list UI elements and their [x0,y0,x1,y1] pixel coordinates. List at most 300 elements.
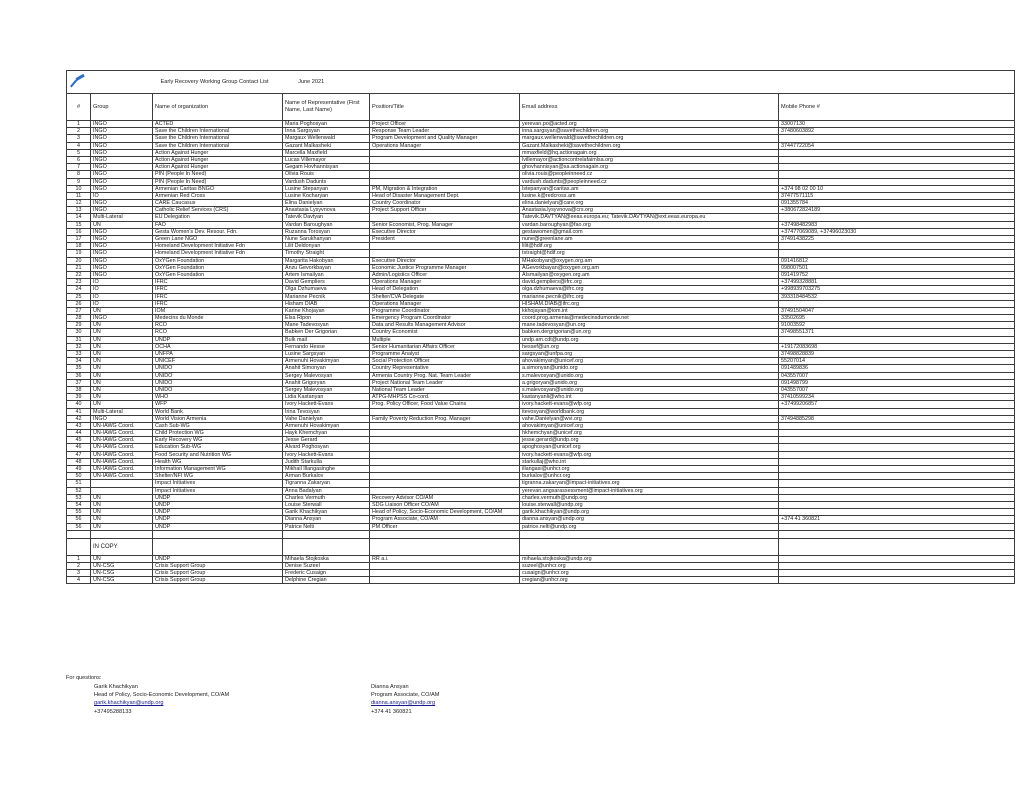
cell-email[interactable]: cusaign@unhcr.org [520,570,779,577]
contact-email-link[interactable]: garik.khachikyan@undp.org [94,700,164,707]
cell-position [370,562,520,569]
cell-position: National Team Leader [370,386,520,393]
cell-position: Head of Policy, Socio-Economic Development, CO/AM [370,509,520,516]
table-row [67,236,1015,243]
cell-group: UN [91,386,153,393]
cell-email[interactable]: Gazant.Malkasheki@savethechildren.org [520,142,779,149]
contact-table [66,70,1015,584]
cell-representative: Marcella Maxfield [283,149,370,156]
cell-position: Project Support Officer [370,207,520,214]
cell-position: Country Coordinator [370,200,520,207]
table-row [67,458,1015,465]
cell-representative: Timothy Straight [283,250,370,257]
cell-row-number: 46 [67,444,91,451]
cell-position: Social Protection Officer [370,358,520,365]
cell-row-number: 8 [67,171,91,178]
table-row [67,473,1015,480]
table-row [67,178,1015,185]
cell-email[interactable]: cregian@unhcr.org [520,577,779,584]
cell-email[interactable]: MHakobyan@oxygen.org.am [520,257,779,264]
cell-phone [779,243,1015,250]
cell-organization: Child Protection WG [153,430,283,437]
cell-group: IO [91,279,153,286]
cell-organization: Save the Children International [153,135,283,142]
cell-row-number: 24 [67,286,91,293]
cell-group: INGO [91,415,153,422]
cell-row-number: 56 [67,516,91,523]
cell-phone: 37494885298 [779,415,1015,422]
cell-email[interactable]: lilit@hdif.org [520,243,779,250]
table-row [67,379,1015,386]
cell-organization: OCHA [153,343,283,350]
cell-representative: Margarita Hakobyan [283,257,370,264]
cell-row-number: 18 [67,243,91,250]
cell-row-number: 33 [67,351,91,358]
cell-email[interactable]: vahe.Danielyan@wvi.org [520,415,779,422]
incopy-table-row [67,577,1015,584]
cell-email[interactable]: itevosyan@worldbank.org [520,408,779,415]
cell-email[interactable]: tstraight@hdif.org [520,250,779,257]
cell-representative: Louise Sterwall [283,501,370,508]
cell-group: UN [91,379,153,386]
cell-email[interactable]: olivia.rouis@peopleinneed.cz [520,171,779,178]
cell-email[interactable]: babken.dergrigorian@un.org [520,329,779,336]
cell-phone: 37498828839 [779,351,1015,358]
cell-row-number: 40 [67,401,91,408]
cell-organization: WHO [153,394,283,401]
cell-phone [779,458,1015,465]
cell-phone [779,562,1015,569]
table-row [67,415,1015,422]
table-row [67,430,1015,437]
cell-email[interactable]: vardush.dadunts@peopleinneed.cz [520,178,779,185]
cell-row-number: 29 [67,322,91,329]
cell-group: Multi-Lateral [91,214,153,221]
cell-organization: Cash Sub-WG [153,422,283,429]
cell-organization: Action Against Hunger [153,156,283,163]
logo-cell [67,71,91,94]
cell-group: INGO [91,185,153,192]
table-row [67,228,1015,235]
cell-row-number: 27 [67,307,91,314]
header-cell: # [67,94,91,121]
cell-representative: Irina Tevosyan [283,408,370,415]
table-row [67,264,1015,271]
footer-heading: For questions: [66,675,102,681]
cell-group: INGO [91,315,153,322]
cell-group: INGO [91,264,153,271]
contact-phone: +37495288133 [94,708,132,715]
cell-group: UN [91,494,153,501]
cell-position: Executive Director [370,257,520,264]
table-row [67,250,1015,257]
cell-group: UN [91,555,153,562]
cell-row-number: 6 [67,156,91,163]
cell-organization: UNDP [153,523,283,530]
cell-organization: RCO [153,322,283,329]
cell-representative: Armenuhi Hovakimyan [283,422,370,429]
cell-organization: Early Recovery WG [153,437,283,444]
cell-email[interactable]: ivory.hackett-evans@wfp.org [520,401,779,408]
cell-position: ATPG-MHPSS Co-cord. [370,394,520,401]
cell-email[interactable]: lusine.k@redcross.am [520,192,779,199]
table-row [67,494,1015,501]
cell-group: UN [91,329,153,336]
cell-phone: +998939703275 [779,286,1015,293]
cell-row-number: 4 [67,142,91,149]
cell-representative: Charles Vermuth [283,494,370,501]
cell-email[interactable]: elina.danielyan@care.org [520,200,779,207]
table-row [67,315,1015,322]
cell-phone [779,214,1015,221]
cell-representative: Ivory Hackett-Evans [283,451,370,458]
cell-row-number: 42 [67,415,91,422]
cell-email[interactable]: a.simonyan@unido.org [520,365,779,372]
cell-group: INGO [91,171,153,178]
header-cell: Name of organization [153,94,283,121]
cell-organization: ACTED [153,121,283,128]
cell-email[interactable]: starkullaj@who.int [520,458,779,465]
cell-group: UN-CSG [91,562,153,569]
footer-contact-b [371,683,439,716]
cell-group: IO [91,192,153,199]
table-row [67,307,1015,314]
cell-representative: Karine Khojayan [283,307,370,314]
cell-phone [779,466,1015,473]
cell-phone: 091416812 [779,257,1015,264]
cell-email[interactable]: AIsmailyan@oxygen.org.am [520,271,779,278]
cell-position [370,214,520,221]
cell-representative: Elina Danielyan [283,200,370,207]
cell-row-number: 9 [67,178,91,185]
cell-position: Programme Analyst [370,351,520,358]
cell-organization: UNIDO [153,386,283,393]
cell-organization: EU Delegation [153,214,283,221]
table-row [67,200,1015,207]
cell-email[interactable]: ivory.hackett-evans@wfp.org [520,451,779,458]
cell-representative: Lidia Kastanyan [283,394,370,401]
cell-representative: Alvard Poghosyan [283,444,370,451]
incopy-table-row [67,555,1015,562]
cell-phone [779,501,1015,508]
cell-row-number: 15 [67,221,91,228]
cell-organization: UNFPA [153,351,283,358]
cell-representative: Vardush Dadunts [283,178,370,185]
cell-phone: 091419752 [779,271,1015,278]
cell-phone: 33502695 [779,315,1015,322]
table-row [67,221,1015,228]
cell-email[interactable]: lvillemayor@actioncontrelafaimlsa.org [520,156,779,163]
cell-phone: +374 98 02 00 10 [779,185,1015,192]
cell-phone [779,408,1015,415]
cell-email[interactable]: tigranna.zakaryan@impact-initiatives.org [520,480,779,487]
cell-email[interactable]: ghovhannisyan@sa.actionagain.org [520,164,779,171]
table-row [67,121,1015,128]
cell-organization: Gesta Women's Dev. Resour. Fdn. [153,228,283,235]
cell-row-number: 20 [67,257,91,264]
cell-phone: 33007130 [779,121,1015,128]
cell-email[interactable]: ahovakimyan@unicef.org [520,358,779,365]
cell-row-number: 23 [67,279,91,286]
cell-email[interactable]: charles.vermuth@undp.org [520,494,779,501]
cell-group: UN [91,307,153,314]
cell-email[interactable]: jesse.gerard@undp.org [520,437,779,444]
table-row [67,279,1015,286]
cell-organization: UNDP [153,555,283,562]
cell-representative: Mikhail Illangasinghe [283,466,370,473]
cell-email[interactable]: kastanyanli@who.int [520,394,779,401]
cell-position: Economic Justice Programme Manager [370,264,520,271]
table-row [67,192,1015,199]
cell-representative: Vahe Danielyan [283,415,370,422]
cell-row-number: 48 [67,458,91,465]
table-row [67,422,1015,429]
cell-email[interactable]: burkalov@unhcr.org [520,473,779,480]
cell-group: UN [91,523,153,530]
cell-email[interactable]: kkhojayan@iom.int [520,307,779,314]
table-row [67,487,1015,494]
cell-organization: UNDP [153,336,283,343]
cell-email[interactable]: ahovakimyan@unicef.org [520,422,779,429]
cell-phone: 37447722054 [779,142,1015,149]
contact-email-link[interactable]: dianna.ansyan@undp.org [371,700,436,707]
cell-row-number: 31 [67,336,91,343]
cell-position: Operations Manager [370,300,520,307]
cell-row-number: 22 [67,271,91,278]
cell-organization: Health WG [153,458,283,465]
cell-organization: IFRC [153,279,283,286]
cell-position: Executive Director [370,228,520,235]
cell-group: INGO [91,250,153,257]
cell-position: Program Associate, CO/AM [370,516,520,523]
cell-email[interactable]: olga.dzhumaeva@ifrc.org [520,286,779,293]
cell-email[interactable]: HISHAM.DIAB@ifrc.org [520,300,779,307]
cell-row-number: 52 [67,487,91,494]
cell-email[interactable]: apoghosyan@unicef.org [520,444,779,451]
cell-email[interactable]: vardan.baroughyan@fao.org [520,221,779,228]
cell-row-number: 2 [67,128,91,135]
cell-organization: IOM [153,307,283,314]
table-row [67,271,1015,278]
cell-email[interactable]: s.malevosyan@unido.org [520,372,779,379]
cell-representative: Bulk mail [283,336,370,343]
cell-email[interactable]: coord.prog.armenia@medecinsdumonde.net [520,315,779,322]
cell-group: INGO [91,121,153,128]
cell-representative: Ruzanna Torosyan [283,228,370,235]
cell-email[interactable]: AGevorkbayan@oxygen.org.am [520,264,779,271]
cell-group: Multi-Lateral [91,408,153,415]
header-row [67,94,1015,121]
cell-email[interactable]: mihaela.stojkoska@undp.org [520,555,779,562]
cell-representative: Nune Sarukhanyan [283,236,370,243]
cell-representative: Armenuhi Hovakimyan [283,358,370,365]
cell-email[interactable]: dianna.ansyan@undp.org [520,516,779,523]
cell-position: SDG Liaison Officer CO/AM [370,501,520,508]
cell-organization: UNDP [153,494,283,501]
cell-phone: 043557007 [779,372,1015,379]
cell-email[interactable]: patrice.nelti@undp.org [520,523,779,530]
cell-email[interactable]: a.grigoryan@unido.org [520,379,779,386]
cell-group: UN-IAWG Coord. [91,422,153,429]
cell-group: INGO [91,142,153,149]
table-row [67,501,1015,508]
cell-position [370,171,520,178]
cell-representative: Anna Badalyan [283,487,370,494]
cell-phone: +374 41 360821 [779,516,1015,523]
table-row [67,401,1015,408]
cell-representative: Fernando Hesse [283,343,370,350]
cell-position [370,480,520,487]
cell-phone: 91003592 [779,322,1015,329]
cell-email[interactable]: mmaxfield@hq.actionagain.org [520,149,779,156]
cell-email[interactable]: hkhemchyan@unicef.org [520,430,779,437]
table-row [67,329,1015,336]
cell-organization: Education Sub-WG [153,444,283,451]
cell-email[interactable]: yerevan.po@acted.org [520,121,779,128]
cell-email[interactable]: lstepanyan@caritas.am [520,185,779,192]
cell-email[interactable]: Anastasia.lysyvnova@crs.org [520,207,779,214]
cell-organization: Shelter/NFI WG [153,473,283,480]
cell-phone [779,164,1015,171]
cell-email[interactable]: garik.khachikyan@undp.org [520,509,779,516]
cell-organization: Armenian Red Cross [153,192,283,199]
cell-group: INGO [91,228,153,235]
cell-organization: Green Lane NGO [153,236,283,243]
cell-email[interactable]: hessef@un.org [520,343,779,350]
cell-representative: Tatevik Davtyan [283,214,370,221]
cell-group: INGO [91,271,153,278]
cell-phone [779,300,1015,307]
cell-organization: CARE Caucasus [153,200,283,207]
cell-email[interactable]: inna.sargsyan@savethechildren.org [520,128,779,135]
cell-email[interactable]: yerevan.angsarassessment@impact-initiatives.org [520,487,779,494]
cell-email[interactable]: suzeel@unhcr.org [520,562,779,569]
cell-position: Admin/Logistics Officer [370,271,520,278]
cell-phone: 098007501 [779,264,1015,271]
cell-representative: Artem Ismailyan [283,271,370,278]
cell-group: IO [91,293,153,300]
cell-email[interactable]: s.malevosyan@unido.org [520,386,779,393]
cell-email[interactable]: illangasi@unhcr.org [520,466,779,473]
cell-position: Emergency Program Coordinator [370,315,520,322]
cell-representative: Denise Suzeel [283,562,370,569]
cell-organization: Armenian Caritas BNGO [153,185,283,192]
cell-group: INGO [91,207,153,214]
cell-row-number: 16 [67,228,91,235]
incopy-label: IN COPY [91,538,153,555]
cell-position: Programme Coordinator [370,307,520,314]
cell-email[interactable]: Tatevik.DAVTYAN@eeas.europa.eu; Tatevik.DAVTYAN@ext.eeas.europa.eu [520,214,779,221]
cell-position [370,466,520,473]
cell-representative: Sergey Malevosyan [283,372,370,379]
cell-email[interactable]: mane.tadevosyan@un.org [520,322,779,329]
cell-row-number: 10 [67,185,91,192]
cell-phone: 37477571115 [779,192,1015,199]
header-cell: Group [91,94,153,121]
cell-row-number: 39 [67,394,91,401]
cell-organization: Save the Children International [153,142,283,149]
cell-group: UN [91,358,153,365]
table-row [67,149,1015,156]
cell-position [370,422,520,429]
incopy-table-row [67,570,1015,577]
cell-position: Country Economist [370,329,520,336]
cell-phone [779,487,1015,494]
cell-organization: IFRC [153,293,283,300]
cell-email[interactable]: marianne.pecnik@ifrc.org [520,293,779,300]
cell-position: Data and Results Management Advisor [370,322,520,329]
cell-position: Project National Team Leader [370,379,520,386]
cell-row-number: 1 [67,121,91,128]
cell-phone: +380672824189 [779,207,1015,214]
cell-representative: Jesse Gerard [283,437,370,444]
table-row [67,480,1015,487]
cell-phone [779,555,1015,562]
cell-row-number: 21 [67,264,91,271]
cell-row-number: 17 [67,236,91,243]
table-row [67,444,1015,451]
table-row [67,207,1015,214]
cell-email[interactable]: louise.sterwall@undp.org [520,501,779,508]
cell-group: UN-IAWG Coord. [91,473,153,480]
cell-email[interactable]: undp.am.cdt@undp.org [520,336,779,343]
cell-row-number: 53 [67,494,91,501]
cell-organization: Food Security and Nutrition WG [153,451,283,458]
cell-phone [779,473,1015,480]
cell-position [370,408,520,415]
cell-representative: Inna Sargsyan [283,128,370,135]
cell-email[interactable]: gestawomen@gmail.com [520,228,779,235]
cell-organization: Homeland Development Initiative Fdn [153,250,283,257]
cell-representative: Dianna Ansyan [283,516,370,523]
table-row [67,466,1015,473]
header-cell: Name of Representative (First Name, Last Name) [283,94,370,121]
cell-position: Operations Manager [370,279,520,286]
cell-position: Shelter/CVA Delegate [370,293,520,300]
cell-group: UN-IAWG Coord. [91,451,153,458]
cell-position [370,458,520,465]
table-row [67,214,1015,221]
cell-row-number: 1 [67,555,91,562]
cell-email[interactable]: sargsyan@unfpa.org [520,351,779,358]
cell-group: UN [91,516,153,523]
cell-phone [779,422,1015,429]
cell-email[interactable]: nune@greenlane.am [520,236,779,243]
cell-representative: Patrice Nelti [283,523,370,530]
cell-phone [779,156,1015,163]
cell-email[interactable]: margaux.wellenwald@savethechildren.org [520,135,779,142]
cell-group: UN [91,221,153,228]
cell-phone [779,570,1015,577]
cell-group: UN-IAWG Coord. [91,444,153,451]
cell-organization: UNDP [153,501,283,508]
cell-representative: Arman Burkalov [283,473,370,480]
cell-phone: 37498551371 [779,329,1015,336]
cell-phone: +37499328881 [779,279,1015,286]
cell-row-number: 34 [67,358,91,365]
cell-position: Prog. Policy Officer, Food Value Chains [370,401,520,408]
cell-organization: FAO [153,221,283,228]
cell-group: UN [91,365,153,372]
cell-representative: Olivia Rouis [283,171,370,178]
cell-email[interactable]: david.gempliers@ifrc.org [520,279,779,286]
cell-position: Senior Economist, Prog. Manager [370,221,520,228]
cell-organization: IFRC [153,300,283,307]
table-row [67,300,1015,307]
cell-organization: Crisis Support Group [153,570,283,577]
cell-organization: Impact Initiatives [153,487,283,494]
cell-group: UN [91,322,153,329]
